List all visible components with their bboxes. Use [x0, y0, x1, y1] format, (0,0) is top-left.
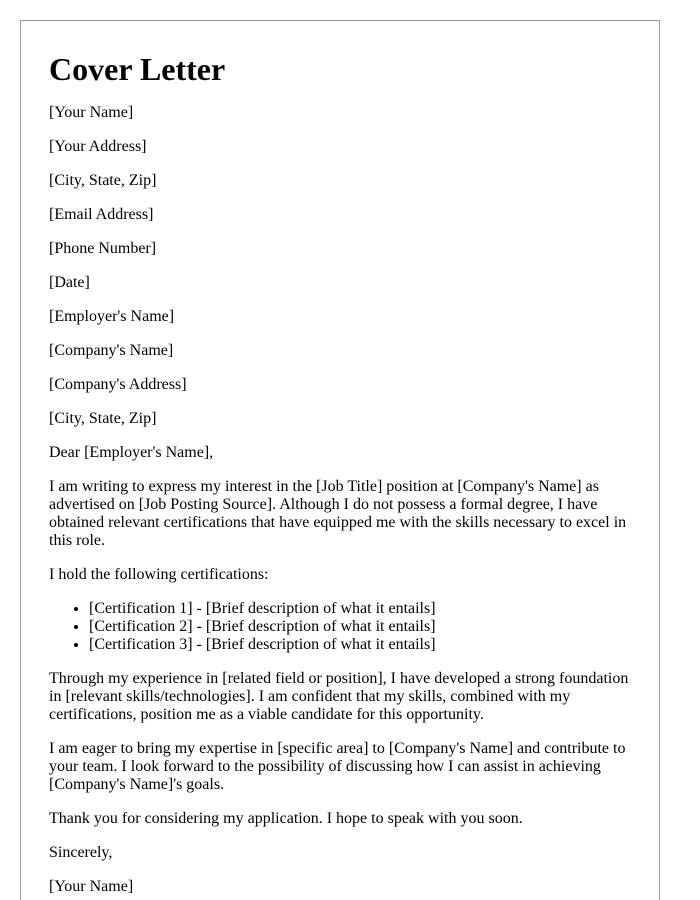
letter-date: [Date] — [49, 274, 90, 291]
list-item: • [Certification 1] - [Brief description of what it entails] — [89, 600, 631, 618]
certifications-intro: I hold the following certifications: — [49, 566, 269, 583]
recipient-company-address: [Company's Address] — [49, 376, 187, 393]
body-paragraph-intro: I am writing to express my interest in the [Job Title] position at [Company's Name] as advertised on [Job Posting Source]. Although I do not possess a formal degree, I have obtained relevant certifications that have equipped me with the skills necessary to excel in this role. — [49, 478, 627, 549]
sender-email: [Email Address] — [49, 206, 154, 223]
recipient-company-name: [Company's Name] — [49, 342, 174, 359]
sender-address: [Your Address] — [49, 138, 147, 155]
list-item: • [Certification 2] - [Brief description of what it entails] — [89, 618, 631, 636]
list-item: • [Certification 3] - [Brief description of what it entails] — [89, 636, 631, 654]
page-title: Cover Letter — [49, 51, 226, 87]
letter-page — [20, 20, 660, 900]
salutation: Dear [Employer's Name], — [49, 444, 214, 461]
recipient-employer-name: [Employer's Name] — [49, 308, 175, 325]
body-paragraph-eagerness: I am eager to bring my expertise in [specific area] to [Company's Name] and contribute to your team. I look forward to the possibility of discussing how I can assist in achieving [Company's Name]'s goals. — [49, 740, 626, 793]
recipient-city-state-zip: [City, State, Zip] — [49, 410, 157, 427]
body-paragraph-experience: Through my experience in [related field or position], I have developed a strong foundation in [relevant skills/technologies]. I am confident that my skills, combined with my certifications, position me as a viable candidate for this opportunity. — [49, 670, 629, 723]
body-paragraph-thanks: Thank you for considering my application. I hope to speak with you soon. — [49, 810, 523, 827]
sender-name: [Your Name] — [49, 104, 134, 121]
certifications-list — [49, 600, 631, 654]
closing: Sincerely, — [49, 844, 113, 861]
sender-city-state-zip: [City, State, Zip] — [49, 172, 157, 189]
signature-name: [Your Name] — [49, 878, 134, 895]
sender-phone: [Phone Number] — [49, 240, 157, 257]
